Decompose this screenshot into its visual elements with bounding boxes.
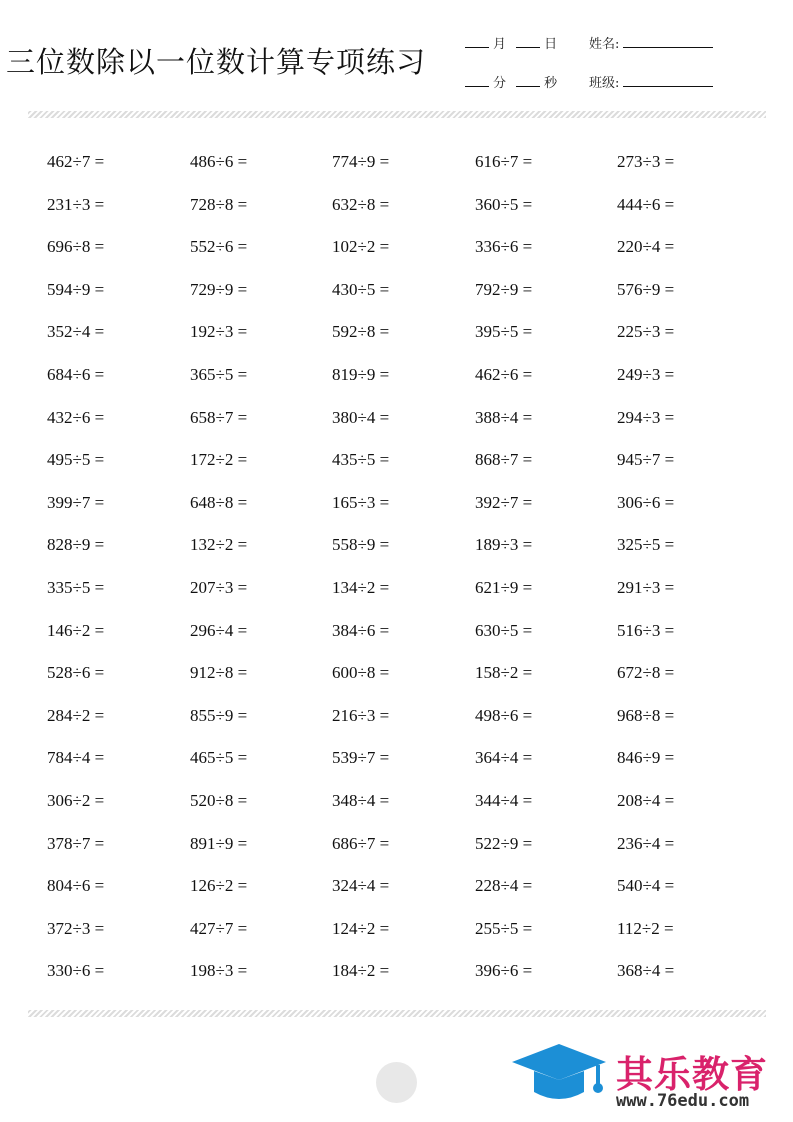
- minute-label: 分: [493, 76, 507, 91]
- problem-17-2: 891÷9 =: [190, 833, 248, 853]
- problem-6-2: 365÷5 =: [190, 365, 248, 384]
- problem-3-1: 696÷8 =: [47, 237, 105, 257]
- problem-6-4: 462÷6 =: [475, 365, 533, 384]
- class-field: [589, 72, 717, 91]
- problem-1-1: 462÷7 =: [47, 152, 105, 171]
- problem-20-2: 198÷3 =: [190, 961, 248, 981]
- problem-6-3: 819÷9 =: [332, 365, 390, 384]
- problem-14-5: 968÷8 =: [617, 705, 675, 725]
- problem-12-2: 296÷4 =: [190, 620, 248, 640]
- problem-11-2: 207÷3 =: [190, 578, 248, 597]
- problem-17-4: 522÷9 =: [475, 833, 533, 853]
- problem-8-4: 868÷7 =: [475, 450, 533, 470]
- problem-14-4: 498÷6 =: [475, 705, 533, 725]
- date-field: [465, 33, 557, 52]
- problem-16-2: 520÷8 =: [190, 791, 248, 810]
- problem-16-5: 208÷4 =: [617, 791, 675, 810]
- problem-2-1: 231÷3 =: [47, 194, 105, 214]
- problem-17-5: 236÷4 =: [617, 833, 675, 853]
- problem-13-1: 528÷6 =: [47, 663, 105, 683]
- problem-19-3: 124÷2 =: [332, 918, 390, 938]
- problem-3-5: 220÷4 =: [617, 237, 675, 257]
- problem-14-3: 216÷3 =: [332, 705, 390, 725]
- problem-7-3: 380÷4 =: [332, 407, 390, 427]
- problem-10-2: 132÷2 =: [190, 535, 248, 555]
- problem-2-2: 728÷8 =: [190, 194, 248, 214]
- problem-14-1: 284÷2 =: [47, 705, 105, 725]
- logo-url[interactable]: www.76edu.com: [616, 1091, 750, 1111]
- problem-9-5: 306÷6 =: [617, 492, 675, 512]
- problem-15-4: 364÷4 =: [475, 748, 533, 768]
- problem-12-4: 630÷5 =: [475, 620, 533, 640]
- page-indicator: [376, 1062, 417, 1103]
- problem-13-5: 672÷8 =: [617, 663, 675, 683]
- problem-9-1: 399÷7 =: [47, 492, 105, 512]
- problem-19-1: 372÷3 =: [47, 918, 105, 938]
- problem-10-3: 558÷9 =: [332, 535, 390, 555]
- problem-1-4: 616÷7 =: [475, 152, 533, 171]
- problem-19-2: 427÷7 =: [190, 918, 248, 938]
- class-blank[interactable]: [623, 85, 713, 87]
- problem-20-1: 330÷6 =: [47, 961, 105, 981]
- problem-4-5: 576÷9 =: [617, 279, 675, 299]
- problem-3-2: 552÷6 =: [190, 237, 248, 257]
- problem-10-1: 828÷9 =: [47, 535, 105, 555]
- month-blank[interactable]: [465, 46, 489, 48]
- problem-13-2: 912÷8 =: [190, 663, 248, 683]
- problem-19-4: 255÷5 =: [475, 918, 533, 938]
- problem-8-1: 495÷5 =: [47, 450, 105, 470]
- problem-9-3: 165÷3 =: [332, 492, 390, 512]
- problem-7-5: 294÷3 =: [617, 407, 675, 427]
- day-label: 日: [544, 37, 558, 52]
- problem-5-3: 592÷8 =: [332, 322, 390, 342]
- problem-14-2: 855÷9 =: [190, 705, 248, 725]
- problem-10-4: 189÷3 =: [475, 535, 533, 555]
- problem-11-5: 291÷3 =: [617, 578, 675, 597]
- logo-name: 其乐教育: [616, 1053, 768, 1096]
- problem-5-4: 395÷5 =: [475, 322, 533, 342]
- problem-13-3: 600÷8 =: [332, 663, 390, 683]
- problem-12-1: 146÷2 =: [47, 620, 105, 640]
- problem-3-3: 102÷2 =: [332, 237, 390, 257]
- problem-20-3: 184÷2 =: [332, 961, 390, 981]
- class-label: 班级:: [589, 76, 620, 91]
- second-blank[interactable]: [516, 85, 540, 87]
- problem-3-4: 336÷6 =: [475, 237, 533, 257]
- problem-15-1: 784÷4 =: [47, 748, 105, 768]
- problem-16-3: 348÷4 =: [332, 791, 390, 810]
- problem-6-5: 249÷3 =: [617, 365, 675, 384]
- month-label: 月: [493, 37, 507, 52]
- problem-8-3: 435÷5 =: [332, 450, 390, 470]
- minute-blank[interactable]: [465, 85, 489, 87]
- problem-12-5: 516÷3 =: [617, 620, 675, 640]
- problem-9-4: 392÷7 =: [475, 492, 533, 512]
- day-blank[interactable]: [516, 46, 540, 48]
- problem-7-1: 432÷6 =: [47, 407, 105, 427]
- problem-11-3: 134÷2 =: [332, 578, 390, 597]
- name-label: 姓名:: [589, 37, 620, 52]
- problem-17-1: 378÷7 =: [47, 833, 105, 853]
- problem-11-1: 335÷5 =: [47, 578, 105, 597]
- problem-18-2: 126÷2 =: [190, 876, 248, 896]
- problem-10-5: 325÷5 =: [617, 535, 675, 555]
- problem-4-2: 729÷9 =: [190, 279, 248, 299]
- problem-13-4: 158÷2 =: [475, 663, 533, 683]
- problem-17-3: 686÷7 =: [332, 833, 390, 853]
- time-field: [465, 72, 557, 91]
- problem-8-5: 945÷7 =: [617, 450, 675, 470]
- name-blank[interactable]: [623, 46, 713, 48]
- problem-15-3: 539÷7 =: [332, 748, 390, 768]
- problem-2-4: 360÷5 =: [475, 194, 533, 214]
- problem-1-5: 273÷3 =: [617, 152, 675, 171]
- problem-15-2: 465÷5 =: [190, 748, 248, 768]
- problem-1-2: 486÷6 =: [190, 152, 248, 171]
- problem-1-3: 774÷9 =: [332, 152, 390, 171]
- problem-4-4: 792÷9 =: [475, 279, 533, 299]
- problem-18-5: 540÷4 =: [617, 876, 675, 896]
- problem-5-5: 225÷3 =: [617, 322, 675, 342]
- problem-5-1: 352÷4 =: [47, 322, 105, 342]
- problem-4-1: 594÷9 =: [47, 279, 105, 299]
- page-title: 三位数除以一位数计算专项练习: [6, 45, 427, 79]
- bottom-divider: [28, 1010, 766, 1017]
- problem-18-4: 228÷4 =: [475, 876, 533, 896]
- problem-15-5: 846÷9 =: [617, 748, 675, 768]
- problem-8-2: 172÷2 =: [190, 450, 248, 470]
- problem-2-3: 632÷8 =: [332, 194, 390, 214]
- problem-18-3: 324÷4 =: [332, 876, 390, 896]
- problem-5-2: 192÷3 =: [190, 322, 248, 342]
- problem-16-4: 344÷4 =: [475, 791, 533, 810]
- problem-16-1: 306÷2 =: [47, 791, 105, 810]
- problem-20-5: 368÷4 =: [617, 961, 675, 981]
- problem-19-5: 112÷2 =: [617, 918, 674, 938]
- problem-9-2: 648÷8 =: [190, 492, 248, 512]
- name-field: [589, 33, 717, 52]
- top-divider: [28, 111, 766, 118]
- problem-11-4: 621÷9 =: [475, 578, 533, 597]
- second-label: 秒: [544, 76, 558, 91]
- problem-20-4: 396÷6 =: [475, 961, 533, 981]
- problem-2-5: 444÷6 =: [617, 194, 675, 214]
- problem-4-3: 430÷5 =: [332, 279, 390, 299]
- problem-18-1: 804÷6 =: [47, 876, 105, 896]
- problem-7-2: 658÷7 =: [190, 407, 248, 427]
- problem-6-1: 684÷6 =: [47, 365, 105, 384]
- problem-12-3: 384÷6 =: [332, 620, 390, 640]
- problem-7-4: 388÷4 =: [475, 407, 533, 427]
